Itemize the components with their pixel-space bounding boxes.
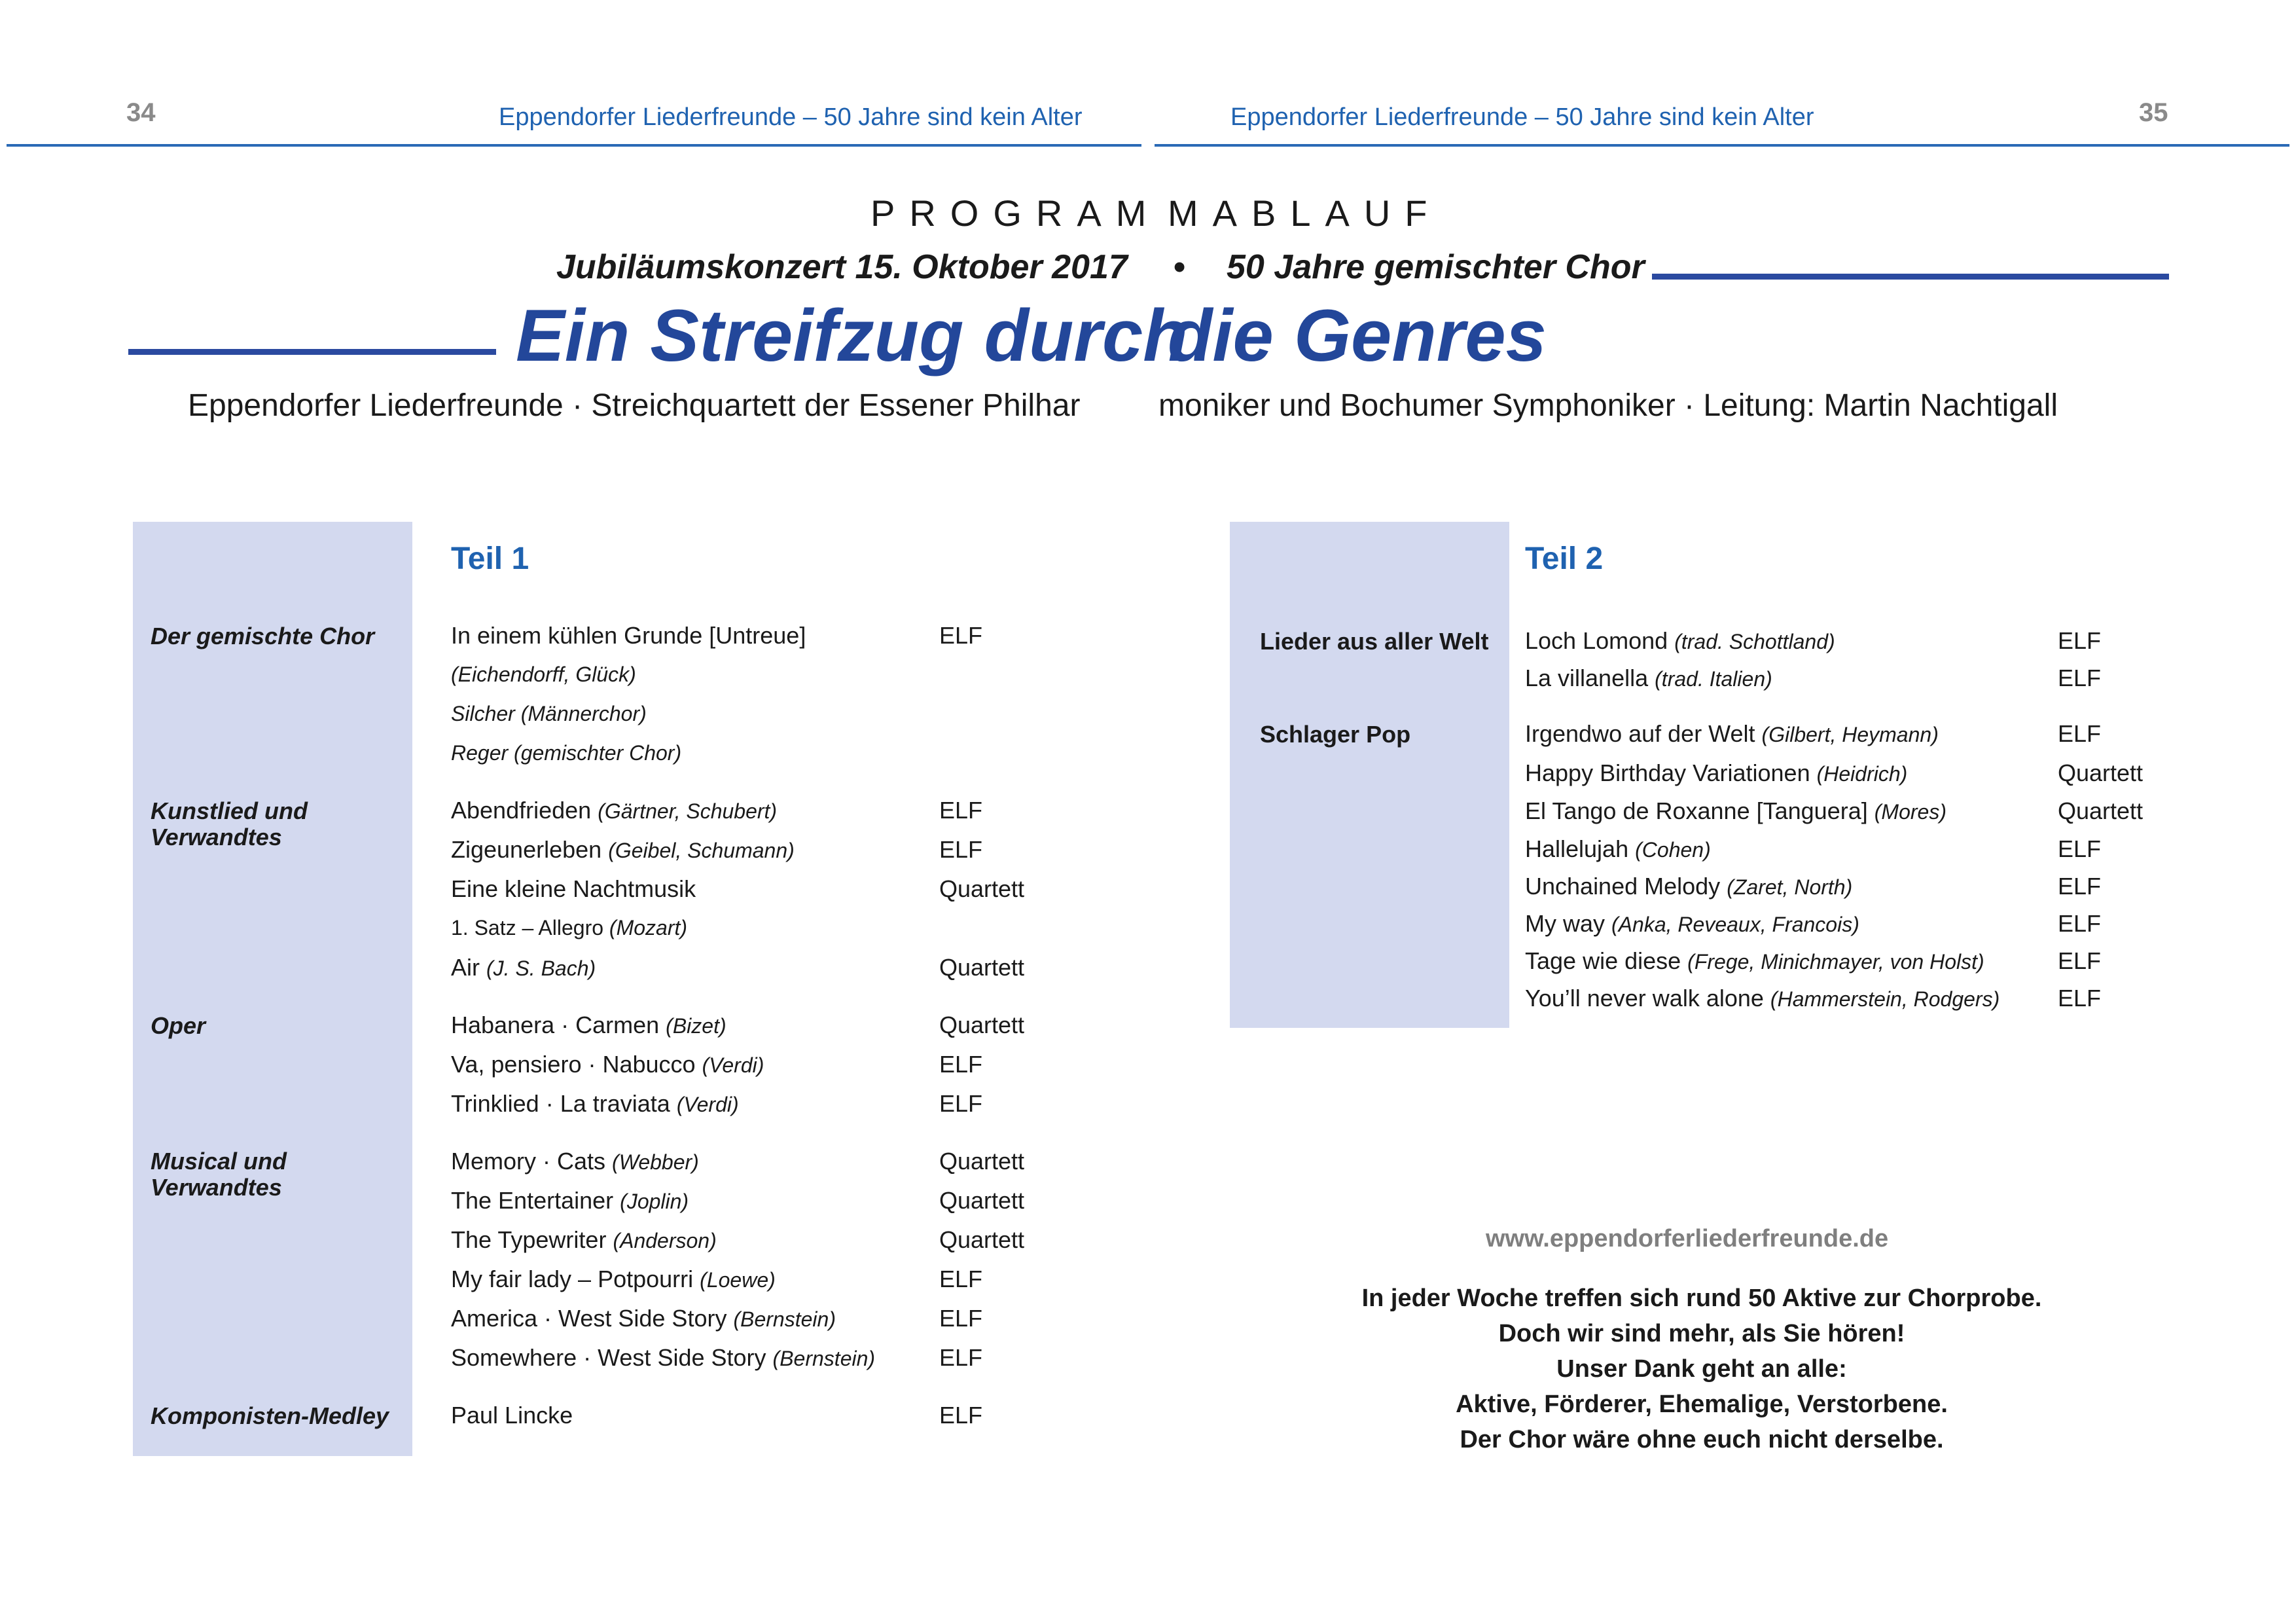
- entry-composer: (Loewe): [700, 1268, 776, 1292]
- program-entry: [451, 622, 806, 649]
- header-rule-right: [1155, 144, 2289, 147]
- program-entry: [1525, 835, 1711, 863]
- category-gemischter-chor: Der gemischte Chor: [151, 623, 375, 649]
- header-rule-left: [7, 144, 1141, 147]
- credits-left: Eppendorfer Liederfreunde · Streichquartett der Essener Philhar: [188, 388, 1081, 423]
- entry-performer: Quartett: [939, 1012, 1025, 1038]
- entry-composer: (Bizet): [666, 1014, 726, 1038]
- entry-composer: (Joplin): [620, 1190, 689, 1213]
- entry-composer: (Zaret, North): [1727, 875, 1853, 899]
- teil2-category-band: [1230, 522, 1509, 1028]
- entry-title: Loch Lomond: [1525, 627, 1668, 654]
- program-entry: [451, 1051, 764, 1078]
- entry-composer: (Hammerstein, Rodgers): [1770, 987, 2000, 1011]
- entry-composer: (trad. Schottland): [1674, 630, 1835, 653]
- entry-performer: ELF: [2058, 665, 2102, 691]
- category-komponisten-medley: Komponisten-Medley: [151, 1402, 389, 1429]
- entry-performer: ELF: [939, 836, 983, 863]
- entry-composer: (Frege, Minichmayer, von Holst): [1687, 950, 1984, 974]
- entry-performer: Quartett: [939, 875, 1025, 902]
- entry-performer: ELF: [939, 622, 983, 649]
- entry-performer: ELF: [939, 1090, 983, 1117]
- entry-performer: ELF: [2058, 720, 2102, 747]
- entry-composer: (J. S. Bach): [486, 957, 596, 980]
- entry-performer: ELF: [2058, 835, 2102, 862]
- entry-composer: (Gilbert, Heymann): [1761, 723, 1939, 746]
- program-entry-note: Silcher (Männerchor): [451, 702, 647, 725]
- entry-composer: (Geibel, Schumann): [608, 839, 795, 862]
- program-entry: [1525, 720, 1939, 748]
- entry-composer: (Verdi): [702, 1053, 764, 1077]
- entry-title: Zigeunerleben: [451, 836, 602, 863]
- entry-performer: Quartett: [939, 1226, 1025, 1253]
- entry-composer: (trad. Italien): [1655, 667, 1772, 691]
- title-rule: [128, 349, 496, 355]
- teil1-category-band: [133, 522, 412, 1456]
- entry-composer: (Bernstein): [733, 1307, 836, 1331]
- closing-line: Aktive, Förderer, Ehemalige, Verstorbene.: [1456, 1391, 1948, 1418]
- entry-title: My fair lady – Potpourri: [451, 1266, 694, 1292]
- closing-line: Der Chor wäre ohne euch nicht derselbe.: [1460, 1426, 1944, 1453]
- entry-title: Eine kleine Nachtmusik: [451, 875, 696, 902]
- category-musical: Musical und Verwandtes: [151, 1148, 287, 1201]
- entry-title: Paul Lincke: [451, 1402, 573, 1429]
- program-entry: [451, 1148, 699, 1175]
- credits-right: moniker und Bochumer Symphoniker · Leitung: Martin Nachtigall: [1158, 388, 2058, 423]
- program-entry: [451, 916, 687, 940]
- entry-title: Abendfrieden: [451, 797, 592, 824]
- website-link[interactable]: www.eppendorferliederfreunde.de: [1486, 1225, 1889, 1252]
- running-title-left: Eppendorfer Liederfreunde – 50 Jahre sind kein Alter: [499, 103, 1083, 131]
- teil1-heading: Teil 1: [451, 541, 529, 576]
- entry-performer: ELF: [939, 1051, 983, 1078]
- program-entry: [1525, 873, 1852, 900]
- entry-performer: ELF: [2058, 985, 2102, 1012]
- entry-title: Hallelujah: [1525, 835, 1629, 862]
- program-title-right: MABLAUF: [1168, 192, 1442, 234]
- entry-performer: Quartett: [939, 1148, 1025, 1175]
- closing-line: In jeder Woche treffen sich rund 50 Aktive zur Chorprobe.: [1361, 1285, 2042, 1312]
- entry-title: Habanera · Carmen: [451, 1012, 660, 1038]
- entry-title: El Tango de Roxanne [Tanguera]: [1525, 797, 1868, 824]
- program-entry: [1525, 910, 1859, 938]
- entry-performer: Quartett: [2058, 797, 2144, 824]
- right-page-number: 35: [2139, 98, 2168, 127]
- category-schlager-pop: Schlager Pop: [1260, 721, 1411, 748]
- program-entry: [451, 1266, 776, 1293]
- category-oper: Oper: [151, 1012, 206, 1039]
- entry-composer: (Anderson): [613, 1229, 717, 1252]
- entry-title: You’ll never walk alone: [1525, 985, 1764, 1012]
- entry-title: 1. Satz – Allegro: [451, 916, 604, 939]
- entry-performer: ELF: [939, 1344, 983, 1371]
- entry-title: Unchained Melody: [1525, 873, 1721, 900]
- program-entry: [451, 1012, 726, 1039]
- running-title-right: Eppendorfer Liederfreunde – 50 Jahre sind kein Alter: [1230, 103, 1814, 131]
- category-kunstlied: Kunstlied und Verwandtes: [151, 797, 308, 850]
- entry-title: Somewhere · West Side Story: [451, 1344, 766, 1371]
- entry-title: Happy Birthday Variationen: [1525, 759, 1810, 786]
- entry-performer: ELF: [939, 1402, 983, 1429]
- teil2-heading: Teil 2: [1525, 541, 1604, 576]
- entry-performer: ELF: [2058, 947, 2102, 974]
- anniversary-subtitle: 50 Jahre gemischter Chor: [1227, 248, 1645, 286]
- entry-performer: Quartett: [939, 1187, 1025, 1214]
- entry-performer: Quartett: [2058, 759, 2144, 786]
- program-entry: [1525, 759, 1907, 787]
- entry-composer: (Bernstein): [772, 1347, 876, 1370]
- program-entry-note: (Eichendorff, Glück): [451, 663, 636, 686]
- closing-line: Doch wir sind mehr, als Sie hören!: [1498, 1320, 1905, 1347]
- program-entry: [1525, 985, 2000, 1012]
- category-lieder-aus-aller-welt: Lieder aus aller Welt: [1260, 628, 1489, 655]
- entry-composer: (Gärtner, Schubert): [598, 799, 778, 823]
- entry-performer: ELF: [2058, 910, 2102, 937]
- entry-title: Trinklied · La traviata: [451, 1090, 670, 1117]
- main-title-left: Ein Streifzug durch: [516, 295, 1188, 376]
- entry-title: The Entertainer: [451, 1187, 614, 1214]
- subtitle-rule: [1652, 274, 2169, 280]
- entry-title: La villanella: [1525, 665, 1649, 691]
- entry-performer: Quartett: [939, 954, 1025, 981]
- entry-performer: ELF: [2058, 873, 2102, 900]
- entry-title: Tage wie diese: [1525, 947, 1681, 974]
- program-entry: [451, 875, 696, 903]
- entry-title: Air: [451, 954, 480, 981]
- subtitle-bullet: •: [1174, 248, 1186, 286]
- closing-line: Unser Dank geht an alle:: [1556, 1355, 1847, 1383]
- entry-composer: (Webber): [612, 1150, 699, 1174]
- program-entry: [451, 1226, 717, 1254]
- left-page-number: 34: [126, 98, 156, 127]
- concert-date: Jubiläumskonzert 15. Oktober 2017: [556, 248, 1128, 286]
- entry-performer: ELF: [939, 1266, 983, 1292]
- closing-message: [1178, 1281, 2225, 1457]
- program-entry: [1525, 665, 1772, 692]
- entry-title: Va, pensiero · Nabucco: [451, 1051, 696, 1078]
- program-entry: [1525, 627, 1835, 655]
- entry-title: The Typewriter: [451, 1226, 607, 1253]
- entry-title: Irgendwo auf der Welt: [1525, 720, 1755, 747]
- entry-performer: ELF: [939, 797, 983, 824]
- entry-composer: (Mores): [1874, 800, 1946, 824]
- program-entry: [451, 1402, 573, 1429]
- entry-title: In einem kühlen Grunde [Untreue]: [451, 622, 806, 649]
- main-title-right: die Genres: [1168, 295, 1547, 376]
- program-entry: [451, 1305, 836, 1332]
- entry-title: Memory · Cats: [451, 1148, 606, 1175]
- program-entry: [451, 836, 795, 864]
- program-entry: [451, 797, 777, 824]
- entry-title: My way: [1525, 910, 1605, 937]
- entry-title: America · West Side Story: [451, 1305, 727, 1332]
- entry-composer: (Heidrich): [1816, 762, 1908, 786]
- entry-performer: ELF: [939, 1305, 983, 1332]
- entry-performer: ELF: [2058, 627, 2102, 654]
- entry-composer: (Mozart): [609, 916, 688, 939]
- program-title-left: PROGRAM: [870, 192, 1161, 234]
- entry-composer: (Cohen): [1635, 838, 1711, 862]
- program-entry-note: Reger (gemischter Chor): [451, 741, 682, 765]
- program-entry: [451, 954, 596, 981]
- program-entry: [1525, 947, 1984, 975]
- program-entry: [451, 1344, 875, 1372]
- program-entry: [451, 1187, 689, 1214]
- program-entry: [451, 1090, 739, 1118]
- entry-composer: (Verdi): [676, 1093, 739, 1116]
- program-entry: [1525, 797, 1946, 825]
- entry-composer: (Anka, Reveaux, Francois): [1611, 913, 1859, 936]
